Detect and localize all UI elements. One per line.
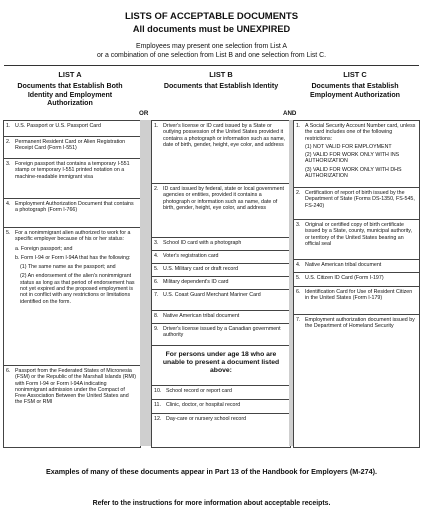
list-item [294, 314, 419, 448]
item-text: School record or report card [166, 388, 232, 394]
item-subpoint: (1) NOT VALID FOR EMPLOYMENT [305, 143, 392, 150]
item-subpoint: (3) VALID FOR WORK ONLY WITH DHS AUTHORIZATION [305, 166, 402, 180]
item-text: School ID card with a photograph [163, 240, 242, 246]
list-item [4, 121, 140, 136]
list-item [152, 121, 290, 183]
item-text: Native American tribal document [305, 262, 382, 268]
list-a-box [3, 120, 141, 448]
item-text: Certification of report of birth issued by the Department of State (Forms DS-1350, FS-545, FS-240) [305, 190, 415, 209]
list-item [294, 259, 419, 273]
intro-line-2: or a combination of one selection from List B and one selection from List C. [96, 52, 327, 59]
item-text [305, 123, 416, 179]
item-main-text: For a nonimmigrant alien authorized to work for a specific employer because of his or her status: [15, 230, 131, 243]
item-text: Employment Authorization Document that contains a photograph (Form I-766) [15, 201, 134, 214]
under-18-heading-text: For persons under age 18 who are unable to present a document listed above: [162, 351, 280, 374]
item-text: ID card issued by federal, state or local government agencies or entities, provided it contains a photograph or information such as name, date of birth, gender, height, eye color, and address [163, 186, 285, 211]
list-item [152, 263, 290, 277]
list-item [4, 158, 140, 199]
list-c-name: LIST C [343, 70, 367, 79]
item-number: 8. [154, 313, 159, 319]
item-text: U.S. Military card or draft record [163, 266, 239, 272]
item-number: 10. [154, 388, 162, 394]
item-text: U.S. Citizen ID Card (Form I-197) [305, 275, 384, 281]
item-number: 3. [6, 161, 11, 167]
item-text: Native American tribal document [163, 313, 240, 319]
list-c-heading: Documents that Establish Employment Authorization [310, 82, 400, 99]
list-c-header [296, 71, 414, 99]
intro-line-1: Employees may present one selection from List A [136, 43, 287, 50]
item-text: U.S. Passport or U.S. Passport Card [15, 123, 101, 129]
item-number: 3. [296, 222, 301, 228]
list-item [294, 286, 419, 315]
item-subpoint: (2) VALID FOR WORK ONLY WITH INS AUTHORIZATION [305, 152, 400, 165]
list-item [152, 310, 290, 324]
item-text: Military dependent's ID card [163, 279, 229, 285]
item-number: 4. [6, 201, 11, 207]
list-a-header [6, 71, 134, 108]
item-number: 7. [154, 292, 159, 298]
item-number: 3. [154, 240, 159, 246]
list-b-header [158, 71, 284, 91]
under-18-heading [152, 345, 290, 386]
item-subpoint: (2) An endorsement of the alien's nonimmigrant status as long as that period of endorsement has not yet expired and the proposed employment is not in conflict with any restrictions or limitations identified on the form. [20, 273, 135, 305]
list-item [294, 187, 419, 220]
item-subpoint: b. Form I-94 or Form I-94A that has the following: [15, 254, 131, 261]
list-item [294, 272, 419, 287]
item-number: 5. [6, 230, 11, 236]
item-number: 1. [154, 123, 159, 129]
item-number: 6. [6, 368, 11, 374]
list-item [4, 136, 140, 159]
item-number: 2. [154, 186, 159, 192]
item-number: 4. [154, 253, 159, 259]
list-item [152, 183, 290, 238]
list-item [152, 413, 290, 448]
list-a-heading: Documents that Establish Both Identity and Employment Authorization [17, 82, 123, 108]
list-b-heading: Documents that Establish Identity [163, 82, 279, 91]
item-number: 9. [154, 326, 159, 332]
header-divider [4, 65, 419, 66]
item-subpoint: (1) The same name as the passport; and [20, 264, 116, 271]
item-number: 11. [154, 402, 161, 408]
item-text: Driver's license issued by a Canadian government authority [163, 326, 281, 339]
list-item [4, 198, 140, 228]
list-b-name: LIST B [209, 70, 233, 79]
list-item [294, 219, 419, 260]
list-item [152, 276, 290, 290]
item-number: 1. [296, 123, 301, 129]
list-b-box [151, 120, 291, 448]
item-number: 5. [154, 266, 159, 272]
item-text: Driver's license or ID card issued by a State or outlying possession of the United States provided it contains a photograph or information such as name, date of birth, gender, height, eye color, and address [163, 123, 286, 148]
item-number: 4. [296, 262, 301, 268]
item-text: U.S. Coast Guard Merchant Mariner Card [163, 292, 261, 298]
page-subtitle: All documents must be UNEXPIRED [132, 24, 291, 34]
list-item [4, 365, 140, 448]
item-number: 7. [296, 317, 301, 323]
item-main-text: A Social Security Account Number card, unless the card includes one of the following restrictions: [305, 123, 416, 142]
list-item [152, 250, 290, 264]
list-item [152, 385, 290, 400]
item-text [15, 230, 137, 305]
item-number: 6. [154, 279, 159, 285]
item-text: Clinic, doctor, or hospital record [166, 402, 241, 408]
list-a-name: LIST A [58, 70, 82, 79]
page-title: LISTS OF ACCEPTABLE DOCUMENTS [124, 11, 299, 22]
item-text: Identification Card for Use of Resident Citizen in the United States (Form I-179) [305, 289, 413, 302]
list-item [152, 399, 290, 414]
list-item [152, 237, 290, 251]
item-number: 12. [154, 416, 162, 422]
item-text: Employment authorization document issued by the Department of Homeland Security [305, 317, 415, 330]
list-item [4, 227, 140, 366]
list-item [152, 289, 290, 311]
item-number: 2. [6, 139, 11, 145]
or-conjunction: OR [139, 110, 149, 117]
item-number: 5. [296, 275, 301, 281]
item-subpoint: a. Foreign passport; and [15, 245, 73, 252]
item-text: Passport from the Federated States of Micronesia (FSM) or the Republic of the Marshall Islands (RMI) with Form I-94 or Form I-94A indicating nonimmigrant admission under the Compact of Free Association Between the United States and the FSM or RMI [15, 368, 136, 406]
item-text: Permanent Resident Card or Alien Registration Receipt Card (Form I-551) [15, 139, 126, 152]
item-number: 6. [296, 289, 301, 295]
item-text: Foreign passport that contains a temporary I-551 stamp or temporary I-551 printed notation on a machine-readable immigrant visa [15, 161, 130, 180]
item-text: Original or certified copy of birth certificate issued by a State, county, municipal authority, or territory of the United States bearing an official seal [305, 222, 412, 247]
item-number: 2. [296, 190, 301, 196]
item-text: Voter's registration card [163, 253, 219, 259]
list-item [294, 121, 419, 187]
list-item [152, 323, 290, 346]
item-number: 1. [6, 123, 11, 129]
list-b-side-bar [140, 120, 151, 446]
examples-note: Examples of many of these documents appear in Part 13 of the Handbook for Employers (M-274). [45, 467, 378, 476]
and-conjunction: AND [283, 110, 297, 117]
receipts-note: Refer to the instructions for more information about acceptable receipts. [92, 500, 331, 507]
list-c-box [293, 120, 420, 448]
item-text: Day-care or nursery school record [166, 416, 247, 422]
